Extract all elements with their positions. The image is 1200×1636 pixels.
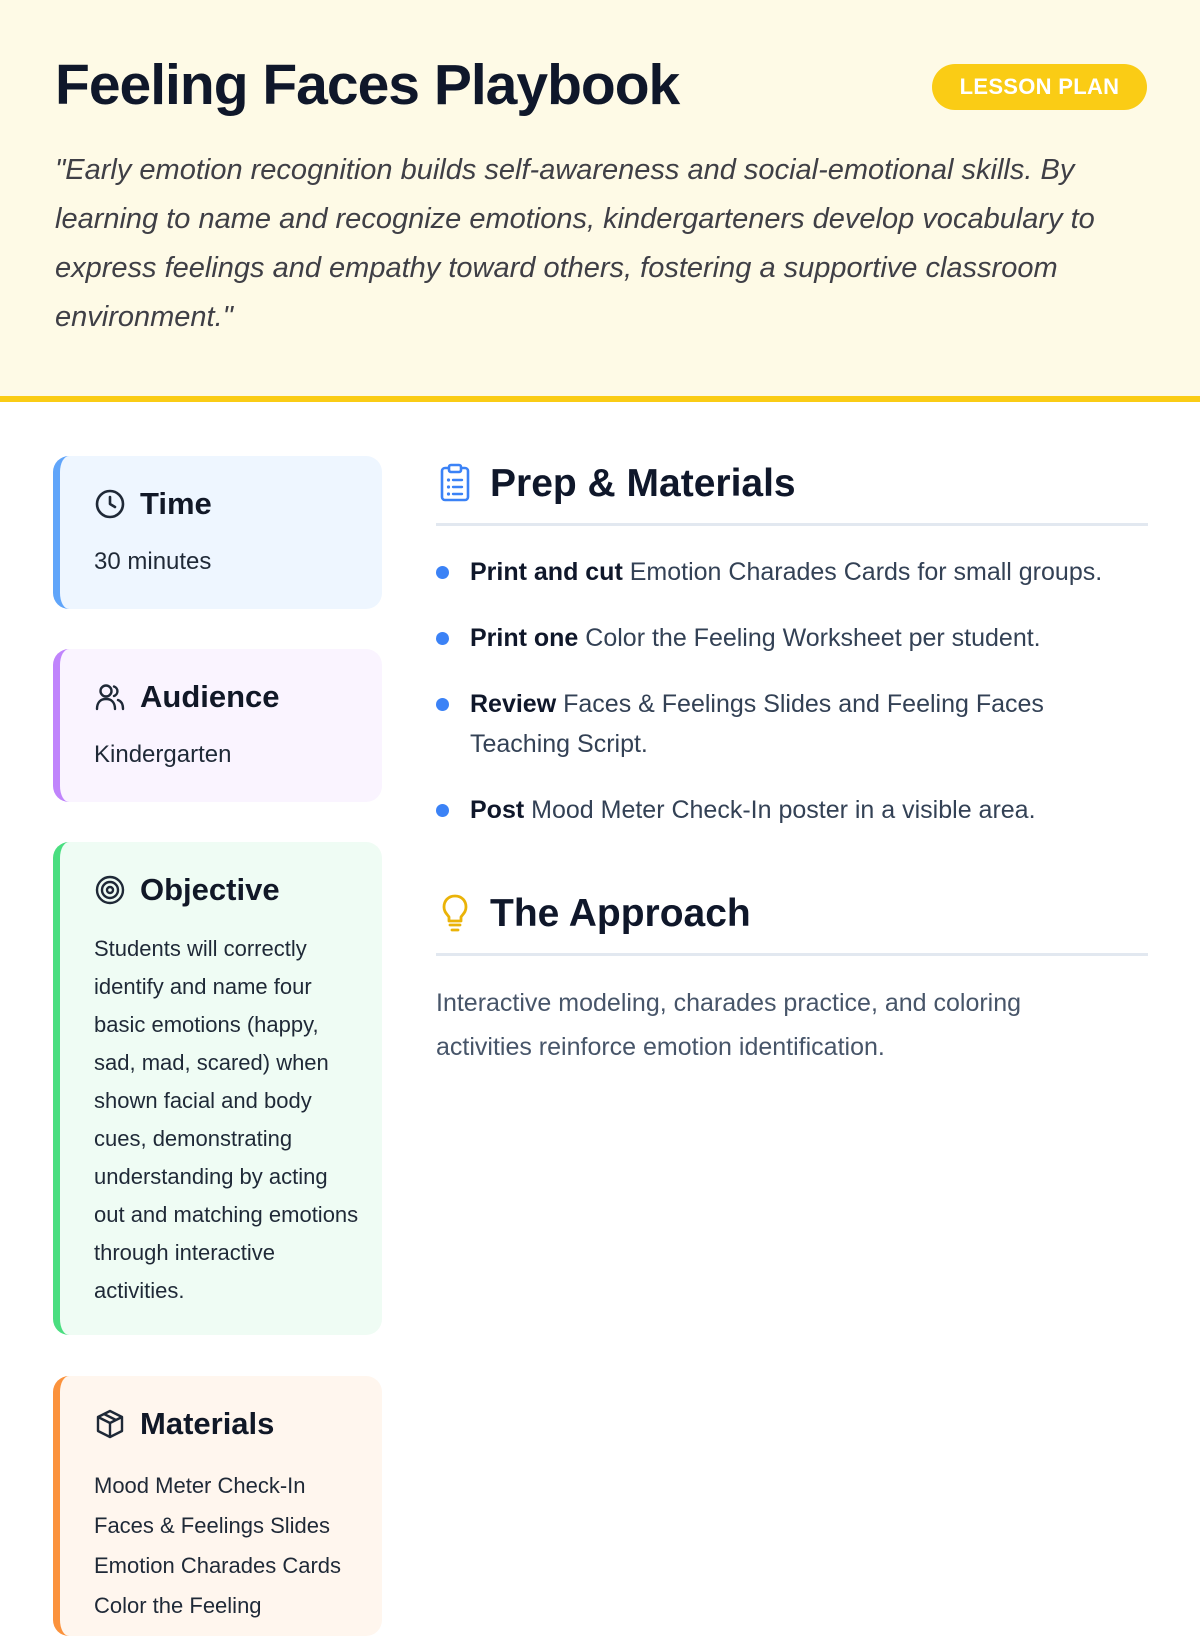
prep-item-bold: Review xyxy=(470,690,557,718)
approach-section-title: The Approach xyxy=(490,892,751,935)
bullet-dot xyxy=(436,698,449,711)
bullet-dot xyxy=(436,804,449,817)
audience-card xyxy=(53,649,382,802)
materials-item: Emotion Charades Cards xyxy=(94,1553,342,1578)
objective-card xyxy=(53,842,382,1335)
materials-card-header xyxy=(94,1406,274,1442)
prep-item-bold: Print and cut xyxy=(470,558,623,586)
lesson-header xyxy=(0,0,1200,402)
materials-item: Color the Feeling xyxy=(94,1593,262,1618)
clock-icon xyxy=(94,488,126,520)
rationale-quote: "Early emotion recognition builds self-awareness and social-emotional skills. By learning to name and recognize emotions, kindergarteners develop vocabulary to express feelings and empathy toward others, fostering a supportive classroom environment." xyxy=(55,154,1095,333)
prep-item-bold: Print one xyxy=(470,624,579,652)
target-icon xyxy=(94,874,126,906)
materials-item: Faces & Feelings Slides xyxy=(94,1513,330,1538)
audience-value: Kindergarten xyxy=(94,741,232,768)
page-title: Feeling Faces Playbook xyxy=(55,53,680,117)
materials-item: Mood Meter Check-In xyxy=(94,1473,306,1498)
bullet-dot xyxy=(436,632,449,645)
prep-item-text: Mood Meter Check-In poster in a visible area. xyxy=(524,796,1036,824)
audience-card-header xyxy=(94,679,280,715)
time-card-title: Time xyxy=(140,486,212,521)
prep-item-text: Color the Feeling Worksheet per student. xyxy=(578,624,1041,652)
prep-item xyxy=(436,552,1148,592)
clipboard-icon xyxy=(436,462,474,504)
prep-item xyxy=(436,684,1148,764)
prep-section-header xyxy=(436,462,1148,526)
prep-item-bold: Post xyxy=(470,796,525,824)
lesson-plan-badge: LESSON PLAN xyxy=(932,64,1147,110)
prep-item-text: Emotion Charades Cards for small groups. xyxy=(622,558,1103,586)
materials-list xyxy=(94,1466,379,1626)
objective-card-title: Objective xyxy=(140,872,280,907)
prep-item xyxy=(436,618,1148,658)
lightbulb-icon xyxy=(436,892,474,934)
users-icon xyxy=(94,681,126,713)
bullet-dot xyxy=(436,566,449,579)
approach-text: Interactive modeling, charades practice, and coloring activities reinforce emotion identification. xyxy=(436,989,1022,1061)
materials-card xyxy=(53,1376,382,1636)
prep-list xyxy=(436,552,1148,856)
time-card xyxy=(53,456,382,609)
prep-item-text: Faces & Feelings Slides and Feeling Faces Teaching Script. xyxy=(470,690,1044,758)
time-card-header xyxy=(94,486,212,522)
time-value: 30 minutes xyxy=(94,548,212,575)
prep-section-title: Prep & Materials xyxy=(490,462,796,505)
objective-text: Students will correctly identify and name four basic emotions (happy, sad, mad, scared) when shown facial and body cues, demonstrating understanding by acting out and matching emotions through interactive activities. xyxy=(94,936,359,1303)
materials-card-title: Materials xyxy=(140,1406,275,1441)
audience-card-title: Audience xyxy=(140,679,280,714)
prep-item xyxy=(436,790,1148,830)
approach-section-header xyxy=(436,892,1148,956)
objective-card-header xyxy=(94,872,280,908)
box-icon xyxy=(94,1408,126,1440)
